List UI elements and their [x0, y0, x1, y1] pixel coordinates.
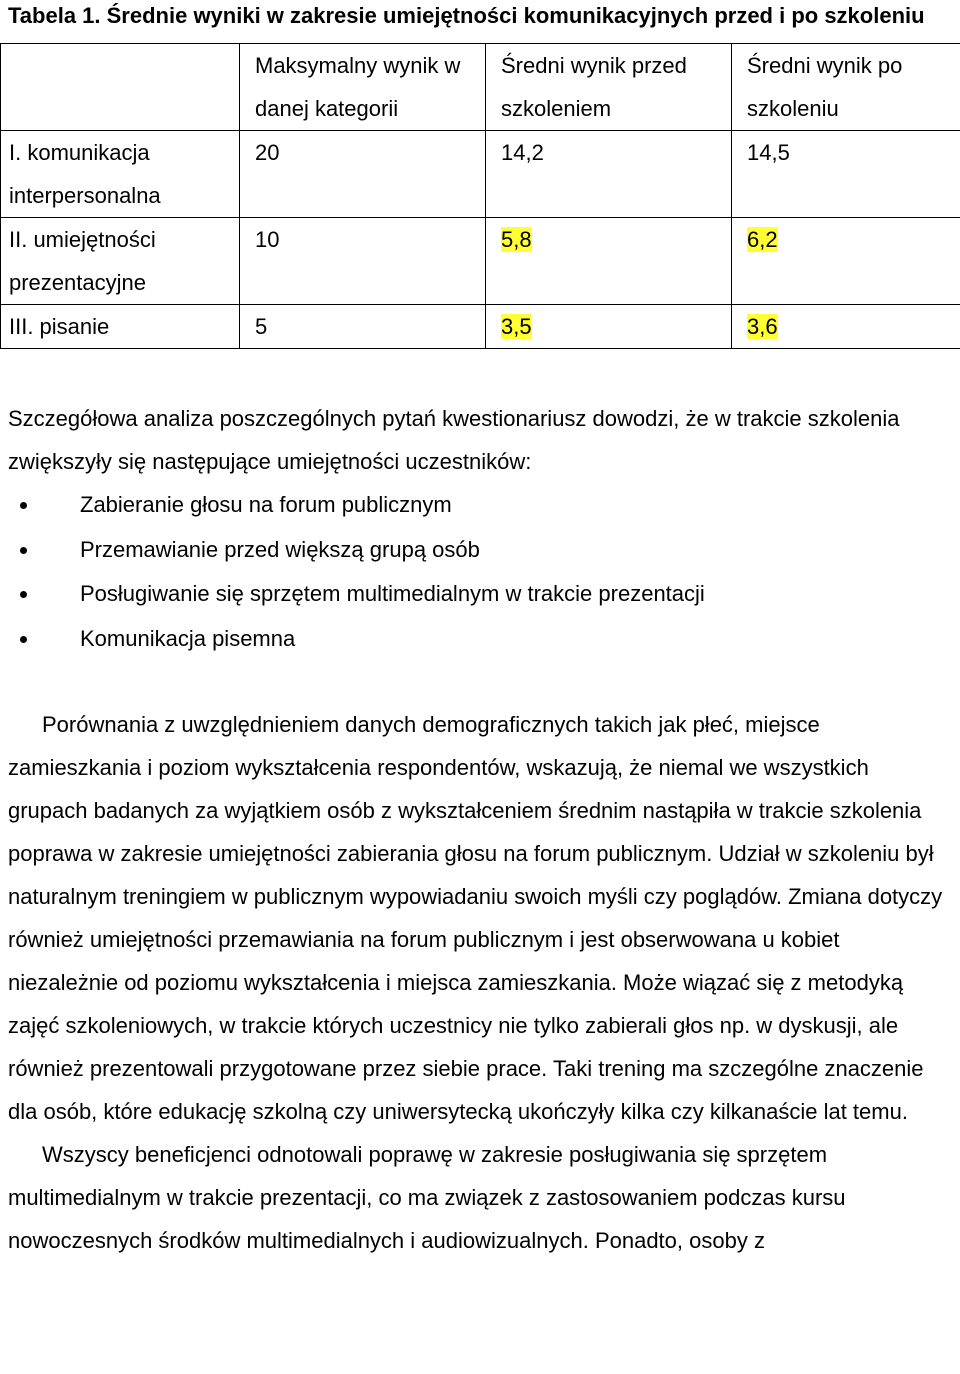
list-item-text: Zabieranie głosu na forum publicznym: [80, 492, 452, 517]
category-cell: III. pisanie: [1, 305, 240, 349]
before-score-value: 3,5: [501, 314, 532, 339]
table-row: [1, 218, 960, 305]
header-cell-empty: [1, 44, 240, 131]
max-score-cell: 5: [240, 305, 486, 349]
list-item: [8, 528, 954, 573]
table-row: [1, 305, 960, 349]
max-score-cell: 20: [240, 131, 486, 218]
max-score-cell: 10: [240, 218, 486, 305]
after-score-cell: [732, 218, 960, 305]
list-item-text: Komunikacja pisemna: [80, 625, 296, 651]
body-paragraph: Porównania z uwzględnieniem danych demograficznych takich jak płeć, miejsce zamieszkania i poziom wykształcenia respondentów, wskazują, że niemal we wszystkich grupach badanych za wyjątkiem osób z wykształceniem średnim nastąpiła w trakcie szkolenia poprawa w zakresie umiejętności zabierania głosu na forum publicznym. Udział w szkoleniu był naturalnym treningiem w publicznym wypowiadaniu swoich myśli czy poglądów. Zmiana dotyczy również umiejętności przemawiania na forum publicznym i jest obserwowana u kobiet niezależnie od poziomu wykształcenia i miejsca zamieszkania. Może wiązać się z metodyką zajęć szkoleniowych, w trakcie których uczestnicy nie tylko zabierali głos np. w dyskusji, ale również prezentowali przygotowane przez siebie prace. Taki trening ma szczególne znaczenie dla osób, które edukację szkolną czy uniwersytecką ukończyły kilka czy kilkanaście lat temu.: [8, 712, 943, 1124]
body-paragraph: Wszyscy beneficjenci odnotowali poprawę w zakresie posługiwania się sprzętem multimedialnym w trakcie prezentacji, co ma związek z zastosowaniem podczas kursu nowoczesnych środków multimedialnych i audiowizualnych. Ponadto, osoby z: [8, 1142, 846, 1253]
bullet-icon: [20, 636, 27, 643]
table-header-row: [1, 44, 960, 131]
after-score-value: 6,2: [747, 227, 778, 252]
header-cell-before: Średni wynik przed szkoleniem: [486, 44, 732, 131]
before-score-cell: [486, 218, 732, 305]
after-score-value: 14,5: [747, 140, 790, 165]
before-score-value: 14,2: [501, 140, 544, 165]
category-cell: II. umiejętności prezentacyjne: [1, 218, 240, 305]
results-table: [0, 43, 960, 349]
bullet-icon: [20, 502, 27, 509]
list-item-text: Przemawianie przed większą grupą osób: [80, 536, 480, 562]
intro-paragraph: Szczegółowa analiza poszczególnych pytań kwestionariusz dowodzi, że w trakcie szkolenia zwiększyły się następujące umiejętności uczestników:: [8, 406, 900, 474]
table-row: [1, 131, 960, 218]
category-cell: I. komunikacja interpersonalna: [1, 131, 240, 218]
bullet-icon: [20, 591, 27, 598]
list-item: [8, 572, 954, 617]
skills-list: [8, 483, 954, 661]
header-cell-after: Średni wynik po szkoleniu: [732, 44, 960, 131]
header-cell-max: Maksymalny wynik w danej kategorii: [240, 44, 486, 131]
after-score-value: 3,6: [747, 314, 778, 339]
after-score-cell: [732, 131, 960, 218]
before-score-cell: [486, 305, 732, 349]
document-page: [8, 0, 954, 1262]
before-score-cell: [486, 131, 732, 218]
after-score-cell: [732, 305, 960, 349]
table-caption: Tabela 1. Średnie wyniki w zakresie umiejętności komunikacyjnych przed i po szkoleniu: [8, 3, 925, 28]
list-item-text: Posługiwanie się sprzętem multimedialnym w trakcie prezentacji: [80, 581, 705, 606]
list-item: [8, 483, 954, 528]
before-score-value: 5,8: [501, 227, 532, 252]
bullet-icon: [20, 547, 27, 554]
list-item: [8, 617, 954, 662]
